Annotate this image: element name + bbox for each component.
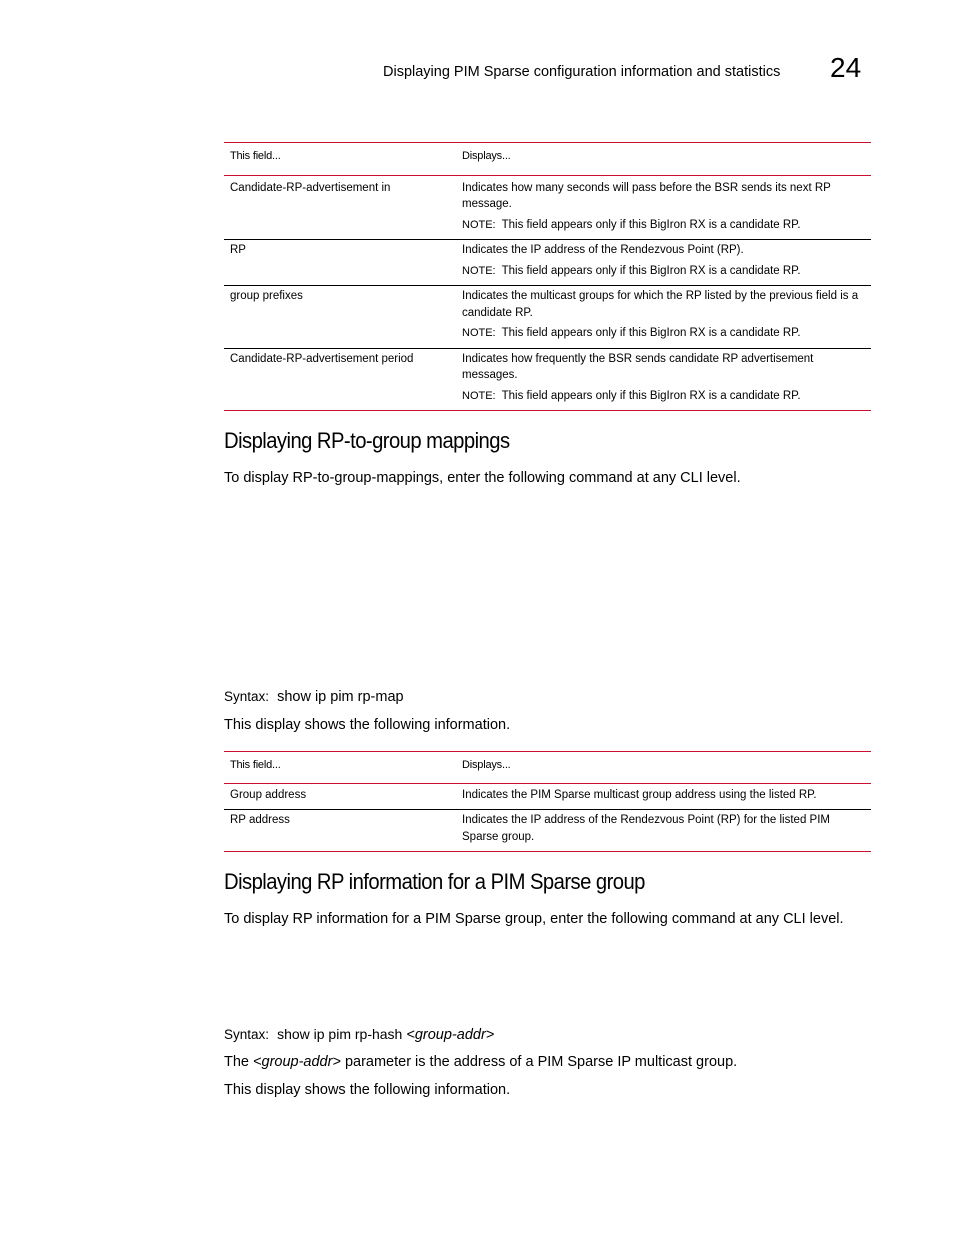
syntax-line: [224, 1026, 494, 1043]
table-row: [224, 810, 871, 852]
running-header-title: Displaying PIM Sparse configuration information and statistics: [383, 64, 781, 80]
description-text: Indicates the multicast groups for which the RP listed by the previous field is a candidate RP.: [462, 290, 859, 319]
note-label: NOTE:: [462, 327, 496, 339]
note-label: NOTE:: [462, 389, 496, 402]
syntax-parameter: <group-addr>: [406, 1027, 495, 1043]
syntax-label: Syntax:: [224, 689, 270, 704]
syntax-line: [224, 689, 404, 705]
chapter-number: 24: [830, 52, 862, 83]
field-name: group prefixes: [230, 290, 303, 302]
table-row: [224, 783, 871, 810]
field-description: [456, 286, 871, 349]
table-row: [224, 348, 871, 411]
table-header-row: [224, 143, 871, 176]
section-heading-rp-info: Displaying RP information for a PIM Sparse group: [224, 869, 645, 894]
note: [462, 325, 865, 342]
note-text: This field appears only if this BigIron RX is a candidate RP.: [501, 389, 801, 402]
note: [462, 263, 865, 280]
field-table-rp-map: [224, 751, 871, 852]
section-heading-rp-to-group: Displaying RP-to-group mappings: [224, 428, 510, 453]
field-table-bsr: [224, 142, 871, 411]
syntax-command: show ip pim rp-map: [277, 689, 404, 705]
table-header-row: [224, 752, 871, 784]
field-name: Candidate-RP-advertisement period: [230, 352, 414, 365]
field-description: [456, 240, 871, 286]
note-text: This field appears only if this BigIron RX is a candidate RP.: [501, 218, 801, 231]
field-description: [456, 175, 871, 240]
param-name: <group-addr>: [253, 1054, 341, 1070]
column-header-displays: Displays...: [462, 150, 511, 162]
section-intro: To display RP information for a PIM Sparse group, enter the following command at any CLI level.: [224, 911, 844, 927]
parameter-description: [224, 1054, 737, 1070]
field-name: RP: [230, 244, 246, 256]
display-info-line: This display shows the following information.: [224, 717, 511, 733]
note: [462, 217, 865, 234]
description-text: Indicates how frequently the BSR sends candidate RP advertisement messages.: [462, 352, 814, 381]
description-text: Indicates the IP address of the Rendezvous Point (RP).: [462, 244, 744, 256]
table-row: [224, 175, 871, 240]
display-info-line: This display shows the following information.: [224, 1082, 511, 1098]
table-row: [224, 286, 871, 349]
table-row: [224, 240, 871, 286]
syntax-label: Syntax:: [224, 1027, 270, 1042]
field-name: Candidate-RP-advertisement in: [230, 181, 391, 194]
column-header-field: This field...: [230, 759, 281, 771]
description-text: Indicates how many seconds will pass before the BSR sends its next RP message.: [462, 181, 831, 210]
param-suffix: parameter is the address of a PIM Sparse IP multicast group.: [344, 1054, 738, 1070]
syntax-command: show ip pim rp-hash: [277, 1026, 403, 1042]
note-label: NOTE:: [462, 218, 496, 231]
note-text: This field appears only if this BigIron RX is a candidate RP.: [501, 264, 801, 277]
param-prefix: The: [224, 1054, 249, 1070]
field-description: Indicates the PIM Sparse multicast group address using the listed RP.: [462, 788, 817, 801]
field-name: RP address: [230, 814, 290, 826]
note-label: NOTE:: [462, 264, 496, 277]
column-header-field: This field...: [230, 150, 281, 162]
note: [462, 388, 865, 405]
field-name: Group address: [230, 788, 307, 801]
column-header-displays: Displays...: [462, 759, 511, 771]
field-description: Indicates the IP address of the Rendezvous Point (RP) for the listed PIM Sparse group.: [462, 814, 830, 843]
section-intro: To display RP-to-group-mappings, enter the following command at any CLI level.: [224, 470, 741, 486]
note-text: This field appears only if this BigIron RX is a candidate RP.: [501, 327, 801, 339]
field-description: [456, 348, 871, 411]
